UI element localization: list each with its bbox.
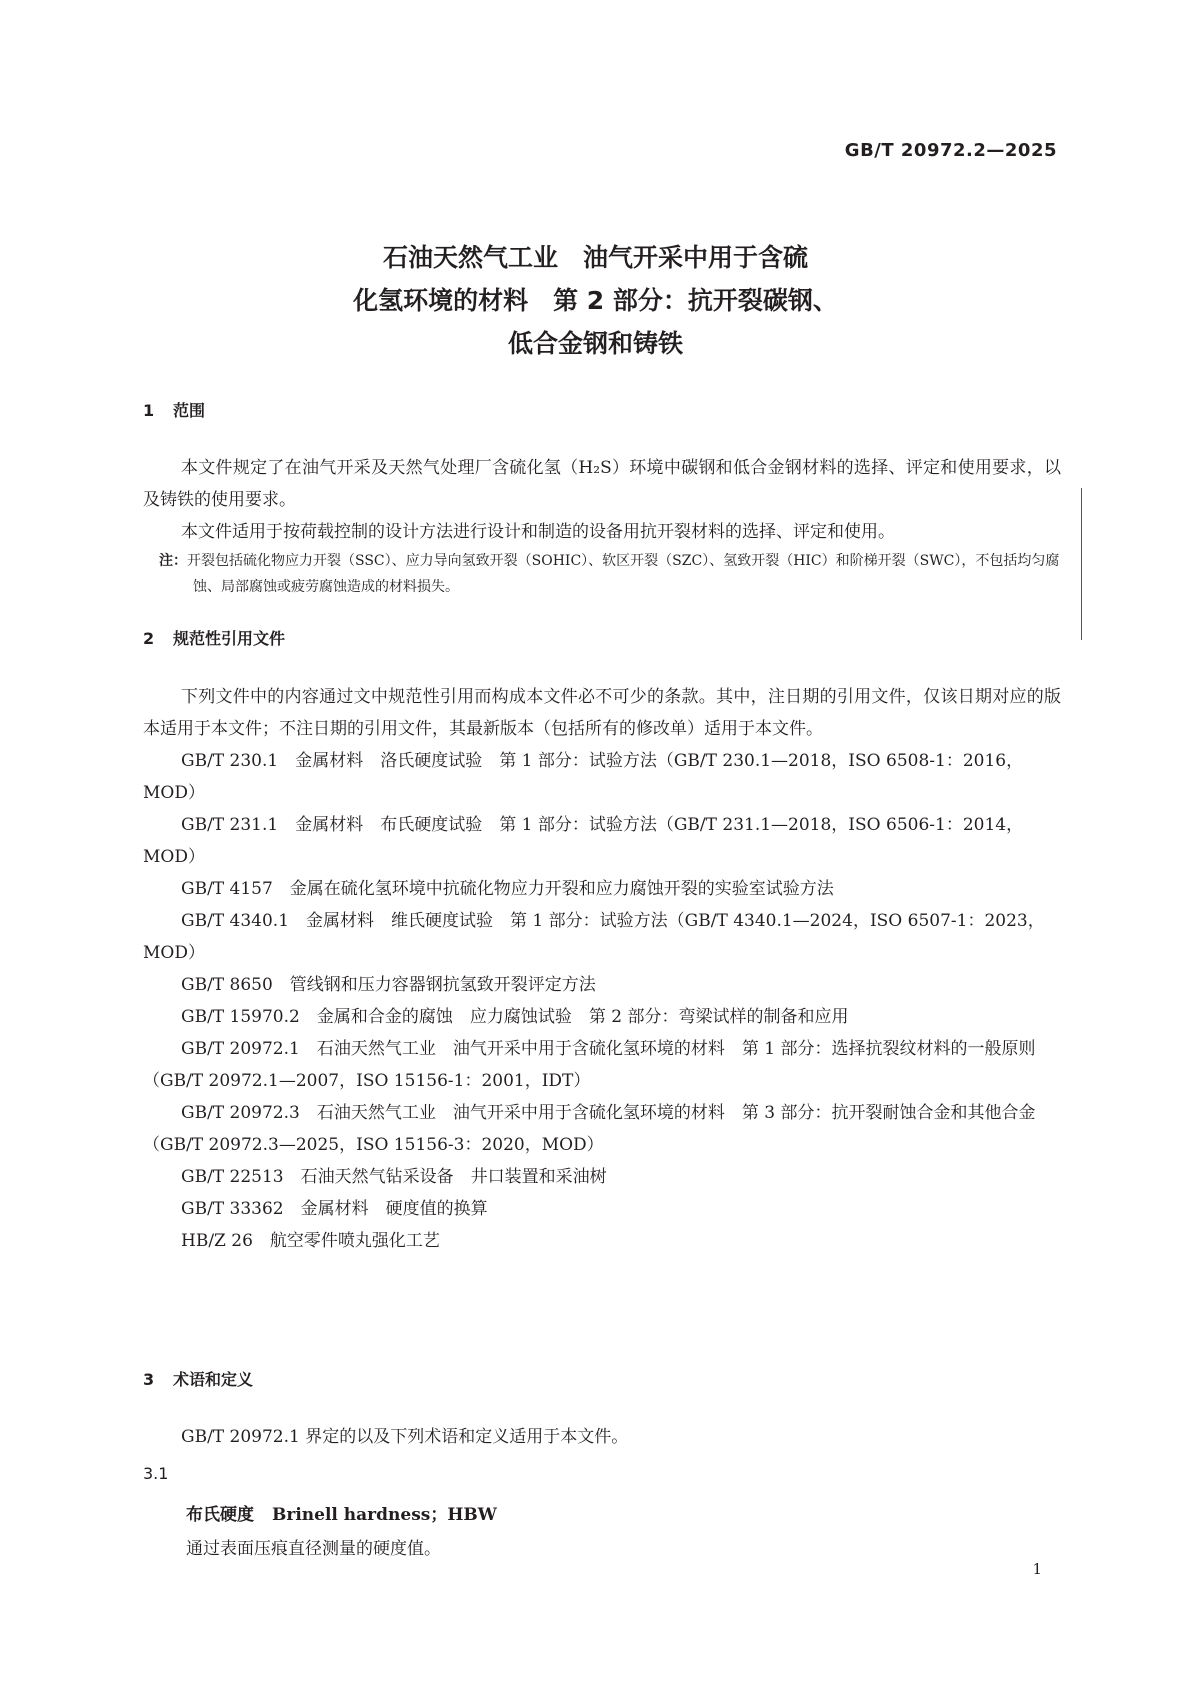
term-definition: 通过表面压痕直径测量的硬度值。 — [186, 1539, 441, 1559]
title-line-2: 化氢环境的材料 第 2 部分：抗开裂碳钢、 — [353, 286, 838, 315]
section-1-heading — [143, 398, 205, 421]
reference-item: GB/T 20972.3 石油天然气工业 油气开采中用于含硫化氢环境的材料 第 3 部分：抗开裂耐蚀合金和其他合金（GB/T 20972.3—2025，ISO 15156-3：2020，MOD） — [143, 1103, 1036, 1155]
reference-item: GB/T 8650 管线钢和压力容器钢抗氢致开裂评定方法 — [181, 975, 596, 995]
standard-code: GB/T 20972.2—2025 — [844, 140, 1057, 161]
change-bar — [1081, 488, 1082, 640]
section-1-title: 范围 — [173, 401, 206, 420]
references-intro: 下列文件中的内容通过文中规范性引用而构成本文件必不可少的条款。其中，注日期的引用文件，仅该日期对应的版本适用于本文件；不注日期的引用文件，其最新版本（包括所有的修改单）适用于本文件。 — [143, 687, 1061, 739]
scope-paragraph-1: 本文件规定了在油气开采及天然气处理厂含硫化氢（H₂S）环境中碳钢和低合金钢材料的选择、评定和使用要求，以及铸铁的使用要求。 — [143, 458, 1061, 510]
reference-item: GB/T 15970.2 金属和合金的腐蚀 应力腐蚀试验 第 2 部分：弯梁试样的制备和应用 — [181, 1007, 849, 1027]
reference-item: GB/T 20972.1 石油天然气工业 油气开采中用于含硫化氢环境的材料 第 1 部分：选择抗裂纹材料的一般原则（GB/T 20972.1—2007，ISO 15156-1：2001，IDT） — [143, 1039, 1036, 1091]
reference-item: GB/T 4340.1 金属材料 维氏硬度试验 第 1 部分：试验方法（GB/T 4340.1—2024，ISO 6507-1：2023，MOD） — [143, 911, 1045, 963]
term-english: Brinell hardness；HBW — [272, 1505, 497, 1525]
section-2-heading — [143, 626, 285, 649]
reference-item: GB/T 230.1 金属材料 洛氏硬度试验 第 1 部分：试验方法（GB/T 230.1—2018，ISO 6508-1：2016，MOD） — [143, 751, 1024, 803]
document-title — [0, 236, 1191, 365]
clause-number: 3.1 — [143, 1464, 169, 1483]
terms-intro: GB/T 20972.1 界定的以及下列术语和定义适用于本文件。 — [181, 1427, 629, 1447]
section-2-body — [143, 681, 1061, 1257]
reference-item: HB/Z 26 航空零件喷丸强化工艺 — [181, 1231, 440, 1251]
section-3-number: 3 — [143, 1370, 155, 1389]
title-line-1: 石油天然气工业 油气开采中用于含硫 — [382, 243, 808, 272]
section-3-body — [143, 1421, 1061, 1453]
section-3-title: 术语和定义 — [173, 1370, 254, 1389]
reference-item: GB/T 4157 金属在硫化氢环境中抗硫化物应力开裂和应力腐蚀开裂的实验室试验方法 — [181, 879, 834, 899]
reference-item: GB/T 33362 金属材料 硬度值的换算 — [181, 1199, 488, 1219]
note-text: 开裂包括硫化物应力开裂（SSC）、应力导向氢致开裂（SOHIC）、软区开裂（SZC）、氢致开裂（HIC）和阶梯开裂（SWC），不包括均匀腐蚀、局部腐蚀或疲劳腐蚀造成的材料损失。 — [187, 553, 1060, 595]
section-2-title: 规范性引用文件 — [173, 629, 286, 648]
reference-item: GB/T 231.1 金属材料 布氏硬度试验 第 1 部分：试验方法（GB/T 231.1—2018，ISO 6506-1：2014，MOD） — [143, 815, 1024, 867]
title-line-3: 低合金钢和铸铁 — [507, 329, 683, 358]
section-1-number: 1 — [143, 401, 155, 420]
scope-note — [143, 548, 1061, 600]
reference-item: GB/T 22513 石油天然气钻采设备 井口装置和采油树 — [181, 1167, 607, 1187]
scope-paragraph-2: 本文件适用于按荷载控制的设计方法进行设计和制造的设备用抗开裂材料的选择、评定和使用。 — [181, 522, 895, 542]
section-3-heading — [143, 1367, 253, 1390]
term-chinese: 布氏硬度 — [186, 1505, 254, 1525]
term-entry — [186, 1500, 497, 1525]
page-number: 1 — [1032, 1560, 1042, 1578]
section-2-number: 2 — [143, 629, 155, 648]
section-1-body — [143, 452, 1061, 600]
note-label: 注： — [159, 553, 187, 569]
